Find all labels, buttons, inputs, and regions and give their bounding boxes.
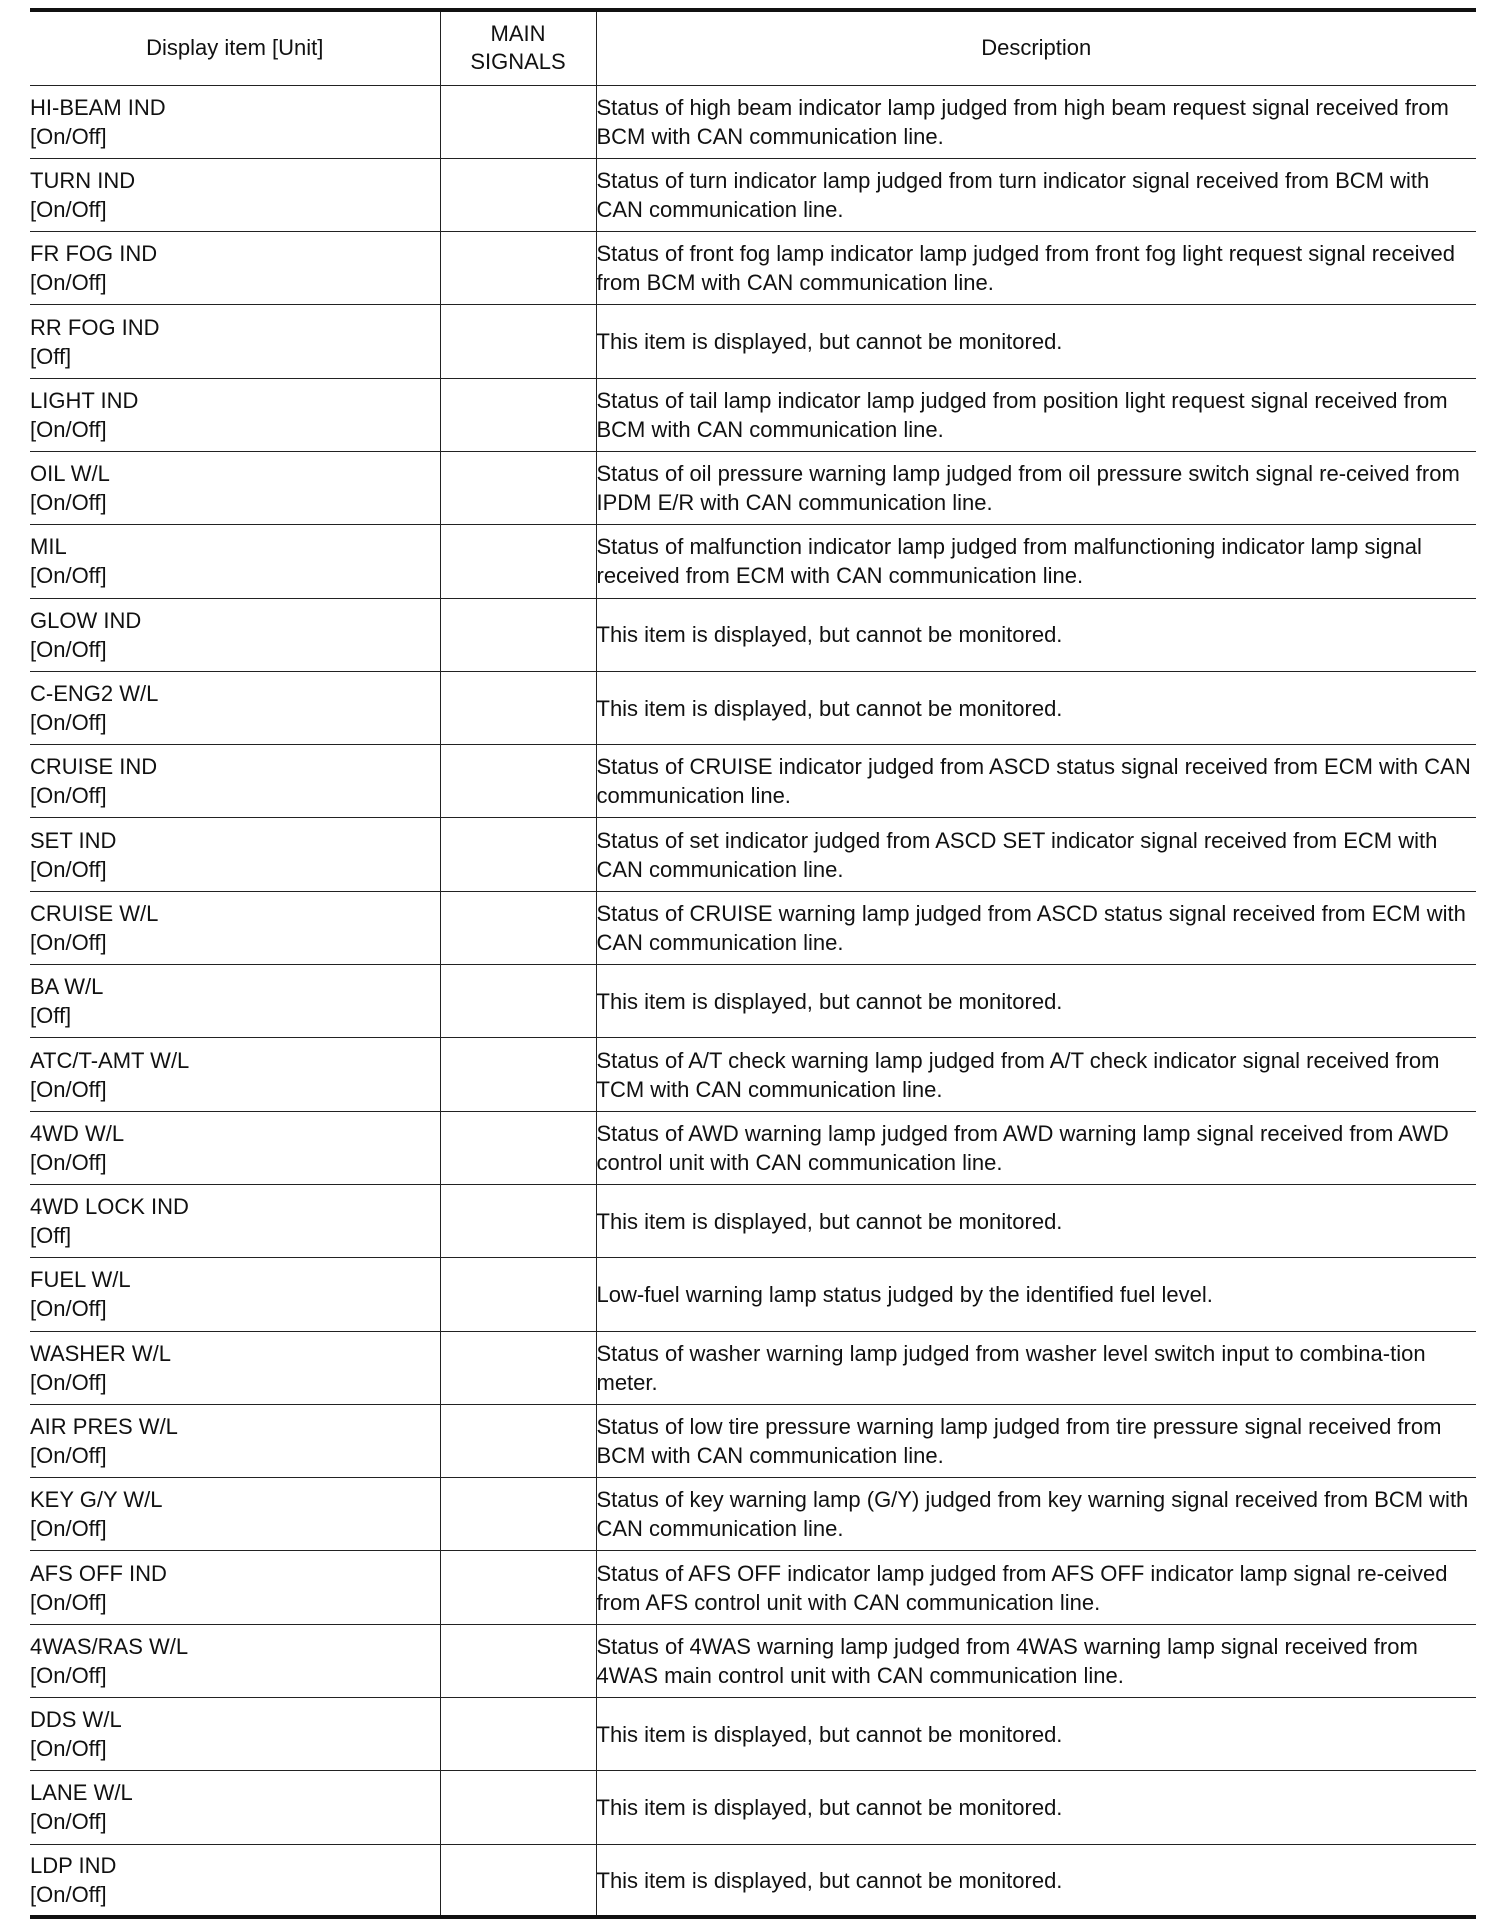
display-item-cell	[30, 891, 440, 964]
display-item-name: FUEL W/L	[30, 1267, 131, 1293]
display-item-name: LANE W/L	[30, 1780, 133, 1806]
description-cell: This item is displayed, but cannot be monitored.	[596, 1844, 1476, 1917]
header-main-signals-line2: SIGNALS	[470, 49, 566, 75]
main-signals-cell	[440, 232, 596, 305]
header-main-signals	[440, 10, 596, 85]
description-cell: Status of high beam indicator lamp judged from high beam request signal received from BCM with CAN communication line.	[596, 85, 1476, 158]
description-cell: Status of washer warning lamp judged from washer level switch input to combina-tion meter.	[596, 1331, 1476, 1404]
main-signals-cell	[440, 1698, 596, 1771]
table-row	[30, 158, 1476, 231]
description-cell: Status of CRUISE indicator judged from ASCD status signal received from ECM with CAN communication line.	[596, 745, 1476, 818]
display-item-cell	[30, 525, 440, 598]
display-item-name: CRUISE IND	[30, 754, 158, 780]
display-item-cell	[30, 671, 440, 744]
display-item-unit: [On/Off]	[30, 856, 107, 882]
display-item-unit: [On/Off]	[30, 783, 107, 809]
table-row	[30, 671, 1476, 744]
display-item-cell	[30, 818, 440, 891]
table-row	[30, 451, 1476, 524]
display-item-unit: [Off]	[30, 1003, 72, 1029]
table-header	[30, 10, 1476, 85]
description-cell: This item is displayed, but cannot be monitored.	[596, 1184, 1476, 1257]
main-signals-cell	[440, 671, 596, 744]
main-signals-cell	[440, 818, 596, 891]
main-signals-cell	[440, 158, 596, 231]
display-items-table	[30, 8, 1476, 1919]
display-item-cell	[30, 598, 440, 671]
display-item-unit: [On/Off]	[30, 1882, 107, 1908]
display-item-unit: [On/Off]	[30, 270, 107, 296]
description-cell: Status of tail lamp indicator lamp judged from position light request signal received from BCM with CAN communication line.	[596, 378, 1476, 451]
display-item-name: AIR PRES W/L	[30, 1413, 178, 1439]
display-item-unit: [On/Off]	[30, 416, 107, 442]
display-item-cell	[30, 1184, 440, 1257]
description-cell: This item is displayed, but cannot be monitored.	[596, 1771, 1476, 1844]
display-item-name: SET IND	[30, 827, 117, 853]
display-item-name: HI-BEAM IND	[30, 94, 166, 120]
display-item-cell	[30, 158, 440, 231]
display-item-cell	[30, 1624, 440, 1697]
display-item-name: LDP IND	[30, 1853, 117, 1879]
main-signals-cell	[440, 305, 596, 378]
display-item-unit: [On/Off]	[30, 1662, 107, 1688]
display-item-cell	[30, 1698, 440, 1771]
display-item-unit: [On/Off]	[30, 563, 107, 589]
main-signals-cell	[440, 1478, 596, 1551]
display-item-unit: [On/Off]	[30, 1296, 107, 1322]
description-cell: This item is displayed, but cannot be monitored.	[596, 671, 1476, 744]
main-signals-cell	[440, 1038, 596, 1111]
display-item-cell	[30, 451, 440, 524]
main-signals-cell	[440, 745, 596, 818]
description-cell: Status of 4WAS warning lamp judged from 4WAS warning lamp signal received from 4WAS main control unit with CAN communication line.	[596, 1624, 1476, 1697]
description-cell: Status of AFS OFF indicator lamp judged from AFS OFF indicator lamp signal re-ceived from AFS control unit with CAN communication line.	[596, 1551, 1476, 1624]
display-item-cell	[30, 305, 440, 378]
table-row	[30, 891, 1476, 964]
description-cell: Status of front fog lamp indicator lamp judged from front fog light request signal received from BCM with CAN communication line.	[596, 232, 1476, 305]
table-row	[30, 1698, 1476, 1771]
description-cell: Status of turn indicator lamp judged from turn indicator signal received from BCM with CAN communication line.	[596, 158, 1476, 231]
main-signals-cell	[440, 891, 596, 964]
display-item-unit: [On/Off]	[30, 490, 107, 516]
main-signals-cell	[440, 598, 596, 671]
display-item-cell	[30, 1258, 440, 1331]
display-item-cell	[30, 1478, 440, 1551]
table-row	[30, 305, 1476, 378]
main-signals-cell	[440, 1111, 596, 1184]
table-row	[30, 818, 1476, 891]
display-item-name: 4WD W/L	[30, 1120, 125, 1146]
display-item-unit: [On/Off]	[30, 1809, 107, 1835]
main-signals-cell	[440, 1184, 596, 1257]
table-row	[30, 1184, 1476, 1257]
description-cell: Status of oil pressure warning lamp judged from oil pressure switch signal re-ceived from IPDM E/R with CAN communication line.	[596, 451, 1476, 524]
main-signals-cell	[440, 85, 596, 158]
description-cell: Status of malfunction indicator lamp judged from malfunctioning indicator lamp signal received from ECM with CAN communication line.	[596, 525, 1476, 598]
table-row	[30, 232, 1476, 305]
display-item-unit: [On/Off]	[30, 636, 107, 662]
display-item-unit: [On/Off]	[30, 929, 107, 955]
table-row	[30, 745, 1476, 818]
header-display-item: Display item [Unit]	[30, 10, 440, 85]
display-item-unit: [On/Off]	[30, 196, 107, 222]
document-page	[30, 8, 1476, 1919]
description-cell: Status of A/T check warning lamp judged from A/T check indicator signal received from TCM with CAN communication line.	[596, 1038, 1476, 1111]
display-item-name: LIGHT IND	[30, 387, 139, 413]
display-item-name: TURN IND	[30, 167, 136, 193]
display-item-unit: [On/Off]	[30, 1369, 107, 1395]
display-item-name: MIL	[30, 534, 67, 560]
display-item-name: OIL W/L	[30, 461, 110, 487]
description-cell: Status of low tire pressure warning lamp judged from tire pressure signal received from BCM with CAN communication line.	[596, 1404, 1476, 1477]
table-row	[30, 598, 1476, 671]
description-cell: Status of AWD warning lamp judged from AWD warning lamp signal received from AWD control unit with CAN communication line.	[596, 1111, 1476, 1184]
main-signals-cell	[440, 1844, 596, 1917]
display-item-cell	[30, 232, 440, 305]
display-item-name: DDS W/L	[30, 1707, 122, 1733]
main-signals-cell	[440, 451, 596, 524]
main-signals-cell	[440, 965, 596, 1038]
display-item-cell	[30, 1331, 440, 1404]
display-item-name: C-ENG2 W/L	[30, 681, 159, 707]
table-row	[30, 1551, 1476, 1624]
display-item-unit: [On/Off]	[30, 1076, 107, 1102]
table-row	[30, 1844, 1476, 1917]
table-row	[30, 1404, 1476, 1477]
display-item-cell	[30, 1038, 440, 1111]
display-item-cell	[30, 745, 440, 818]
table-row	[30, 378, 1476, 451]
table-body	[30, 85, 1476, 1917]
display-item-name: KEY G/Y W/L	[30, 1487, 163, 1513]
main-signals-cell	[440, 378, 596, 451]
main-signals-cell	[440, 1331, 596, 1404]
header-main-signals-line1: MAIN	[490, 21, 546, 47]
display-item-cell	[30, 85, 440, 158]
table-row	[30, 525, 1476, 598]
display-item-unit: [Off]	[30, 343, 72, 369]
table-row	[30, 1111, 1476, 1184]
table-row	[30, 1624, 1476, 1697]
description-cell: This item is displayed, but cannot be monitored.	[596, 598, 1476, 671]
display-item-unit: [On/Off]	[30, 1442, 107, 1468]
display-item-unit: [On/Off]	[30, 1589, 107, 1615]
main-signals-cell	[440, 1551, 596, 1624]
description-cell: This item is displayed, but cannot be monitored.	[596, 1698, 1476, 1771]
display-item-name: WASHER W/L	[30, 1340, 171, 1366]
display-item-name: CRUISE W/L	[30, 900, 159, 926]
display-item-name: RR FOG IND	[30, 314, 160, 340]
table-row	[30, 1258, 1476, 1331]
main-signals-cell	[440, 1258, 596, 1331]
description-cell: Status of CRUISE warning lamp judged from ASCD status signal received from ECM with CAN communication line.	[596, 891, 1476, 964]
display-item-name: ATC/T-AMT W/L	[30, 1047, 190, 1073]
header-row	[30, 10, 1476, 85]
main-signals-cell	[440, 1624, 596, 1697]
display-item-cell	[30, 378, 440, 451]
display-item-name: BA W/L	[30, 974, 104, 1000]
display-item-unit: [Off]	[30, 1223, 72, 1249]
display-item-name: 4WD LOCK IND	[30, 1194, 189, 1220]
display-item-name: 4WAS/RAS W/L	[30, 1633, 189, 1659]
main-signals-cell	[440, 525, 596, 598]
display-item-cell	[30, 1771, 440, 1844]
description-cell: Status of key warning lamp (G/Y) judged from key warning signal received from BCM with CAN communication line.	[596, 1478, 1476, 1551]
description-cell: Status of set indicator judged from ASCD SET indicator signal received from ECM with CAN communication line.	[596, 818, 1476, 891]
display-item-name: FR FOG IND	[30, 241, 158, 267]
main-signals-cell	[440, 1771, 596, 1844]
table-row	[30, 965, 1476, 1038]
display-item-cell	[30, 1551, 440, 1624]
table-row	[30, 1038, 1476, 1111]
display-item-cell	[30, 1111, 440, 1184]
table-row	[30, 1478, 1476, 1551]
header-description: Description	[596, 10, 1476, 85]
display-item-cell	[30, 965, 440, 1038]
display-item-unit: [On/Off]	[30, 1516, 107, 1542]
display-item-unit: [On/Off]	[30, 1149, 107, 1175]
table-row	[30, 85, 1476, 158]
table-row	[30, 1331, 1476, 1404]
display-item-name: AFS OFF IND	[30, 1560, 167, 1586]
display-item-unit: [On/Off]	[30, 123, 107, 149]
display-item-cell	[30, 1404, 440, 1477]
display-item-unit: [On/Off]	[30, 710, 107, 736]
description-cell: Low-fuel warning lamp status judged by the identified fuel level.	[596, 1258, 1476, 1331]
description-cell: This item is displayed, but cannot be monitored.	[596, 305, 1476, 378]
main-signals-cell	[440, 1404, 596, 1477]
display-item-unit: [On/Off]	[30, 1736, 107, 1762]
table-row	[30, 1771, 1476, 1844]
display-item-cell	[30, 1844, 440, 1917]
description-cell: This item is displayed, but cannot be monitored.	[596, 965, 1476, 1038]
display-item-name: GLOW IND	[30, 607, 142, 633]
